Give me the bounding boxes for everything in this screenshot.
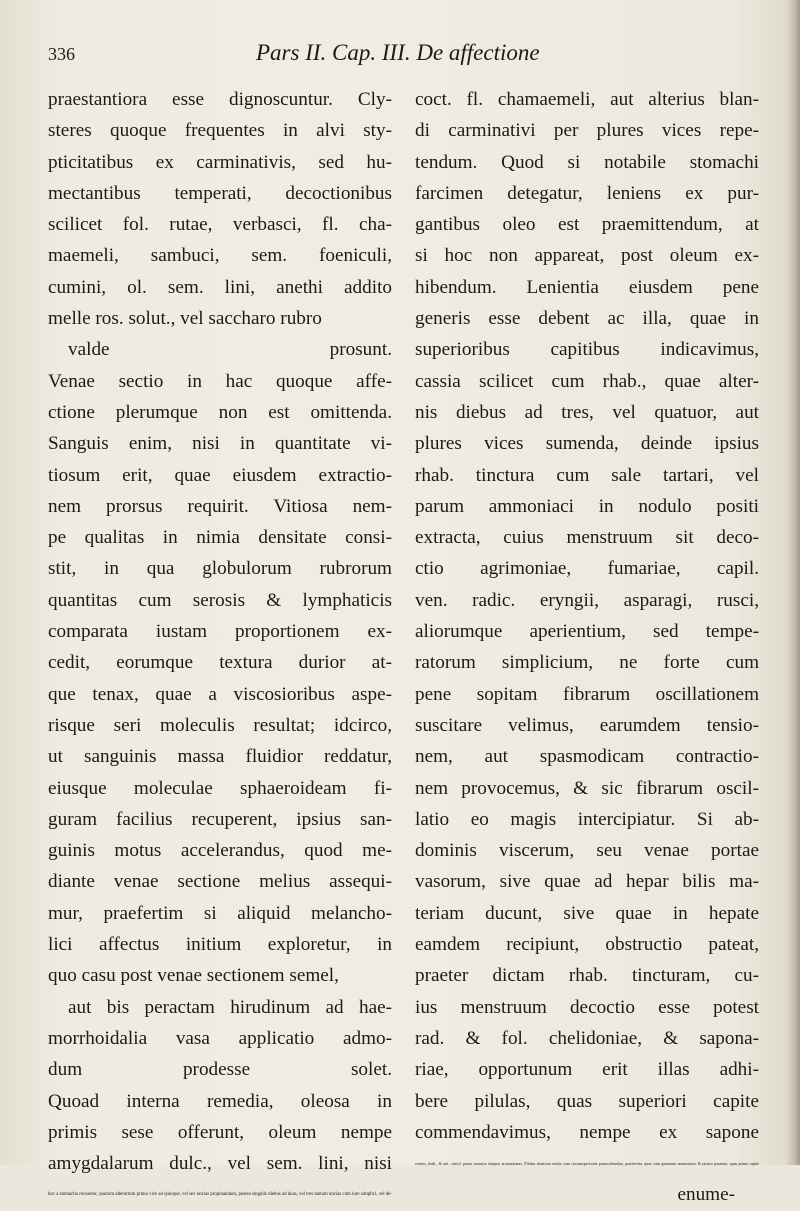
text-line: vasorum, sive quae ad hepar bilis ma- — [415, 871, 759, 893]
text-line: diante venae sectione melius assequi- — [48, 871, 392, 893]
text-line: commendavimus, nempe ex sapone — [415, 1121, 759, 1143]
text-line: guinis motus accelerandus, quod me- — [48, 840, 392, 862]
text-line: generis esse debent ac illa, quae in — [415, 308, 759, 330]
text-line: cassia scilicet cum rhab., quae alter- — [415, 370, 759, 392]
text-line: latio eo magis intercipiatur. Si ab- — [415, 808, 759, 830]
text-line: ut sanguinis massa fluidior reddatur, — [48, 746, 392, 768]
text-line: Sanguis enim, nisi in quantitate vi- — [48, 433, 392, 455]
text-line: praeter dictam rhab. tincturam, cu- — [415, 965, 759, 987]
text-line: ven. radic. eryngii, asparagi, rusci, — [415, 589, 759, 611]
right-column — [415, 84, 759, 1211]
text-line: Venae sectio in hac quoque affe- — [48, 370, 392, 392]
text-line: hoc a stomacho recusetur, quorum alterutrum prima vice ad quinque, vel sex uncias propinandum, postea singulis diebus ad duas, vel tres tantum uncias cum iure simplici, vel de- — [48, 1192, 392, 1198]
text-line: suscitare velimus, earumdem tensio- — [415, 714, 759, 736]
text-line: extracta, cuius menstruum sit deco- — [415, 527, 759, 549]
text-line: riae, opportunum erit illas adhi- — [415, 1059, 759, 1081]
page-number: 336 — [48, 44, 75, 64]
text-line: maemeli, sambuci, sem. foeniculi, — [48, 245, 392, 267]
text-line: morrhoidalia vasa applicatio admo- — [48, 1027, 392, 1049]
text-line: nem provocemus, & sic fibrarum oscil- — [415, 777, 759, 799]
text-line: que tenax, quae a viscosioribus aspe- — [48, 683, 392, 705]
text-line: coct. fl. chamaemeli, aut alterius blan- — [415, 89, 759, 110]
text-line: primis sese offerunt, oleum nempe — [48, 1121, 392, 1143]
text-line: amygdalarum dulc., vel sem. lini, nisi — [48, 1153, 392, 1175]
text-line: nem, aut spasmodicam contractio- — [415, 746, 759, 768]
text-line: nem prorsus requirit. Vitiosa nem- — [48, 495, 392, 517]
text-line: scilicet fol. rutae, verbasci, fl. cha- — [48, 214, 392, 236]
text-line: veneto, rhab., & tart. vitriol. pauca essentia iuniperi aromatizatas. Pilulae aloeticae multa cum circumspectione praescribendae, praefertim, quae cum gummate ammoniaco & tartaro parantur, quas primo capite — [415, 1161, 759, 1167]
text-line: teriam ducunt, sive quae in hepate — [415, 902, 759, 924]
text-line: gantibus oleo est praemittendum, at — [415, 214, 759, 236]
text-line: tendum. Quod si notabile stomachi — [415, 151, 759, 173]
running-title: Pars II. Cap. III. De affectione — [256, 40, 540, 65]
text-line: mectantibus temperati, decoctionibus — [48, 182, 392, 204]
text-line: dum prodesse solet. — [48, 1059, 392, 1081]
text-line: di carminativi per plures vices repe- — [415, 120, 759, 142]
text-line: rhab. tinctura cum sale tartari, vel — [415, 464, 759, 486]
text-line: risque seri moleculis resultat; idcirco, — [48, 714, 392, 736]
text-line: farcimen detegatur, leniens ex pur- — [415, 182, 759, 204]
left-column — [48, 84, 392, 1211]
text-line: ctio agrimoniae, fumariae, capil. — [415, 558, 759, 580]
text-line: mur, praefertim si aliquid melancho- — [48, 902, 392, 924]
text-line: ius menstruum decoctio esse potest — [415, 996, 759, 1018]
text-line: plures vices sumenda, deinde ipsius — [415, 433, 759, 455]
text-line: bere pilulas, quas superiori capite — [415, 1090, 759, 1112]
text-line: quantitas cum serosis & lymphaticis — [48, 589, 392, 611]
text-line: eamdem recipiunt, obstructio pateat, — [415, 934, 759, 956]
text-line: aliorumque aperientium, sed tempe- — [415, 621, 759, 643]
text-line: valde prosunt. — [68, 339, 392, 361]
text-line: comparata iustam proportionem ex- — [48, 621, 392, 643]
text-line: steres quoque frequentes in alvi sty- — [48, 120, 392, 142]
text-line: superioribus capitibus indicavimus, — [415, 339, 759, 361]
catchword: enume- — [677, 1184, 735, 1206]
text-line: ctione plerumque non est omittenda. — [48, 401, 392, 423]
text-line: melle ros. solut., vel saccharo rubro — [48, 308, 322, 330]
text-line: praestantiora esse dignoscuntur. Cly- — [48, 89, 392, 110]
text-line: cumini, ol. sem. lini, anethi addito — [48, 276, 392, 298]
text-line: hibendum. Lenientia eiusdem pene — [415, 276, 759, 298]
text-line: quo casu post venae sectionem semel, — [48, 965, 339, 987]
page-header — [48, 40, 768, 70]
text-line: lici affectus initium exploretur, in — [48, 934, 392, 956]
text-line: eiusque moleculae sphaeroideam fi- — [48, 777, 392, 799]
text-line: pticitatibus ex carminativis, sed hu- — [48, 151, 392, 173]
text-line: parum ammoniaci in nodulo positi — [415, 495, 759, 517]
text-line: aut bis peractam hirudinum ad hae- — [68, 996, 392, 1018]
text-line: dominis viscerum, seu venae portae — [415, 840, 759, 862]
text-line: guram facilius recuperent, ipsius san- — [48, 808, 392, 830]
text-line: cedit, eorumque textura durior at- — [48, 652, 392, 674]
text-line: nis diebus ad tres, vel quatuor, aut — [415, 401, 759, 423]
text-line: si hoc non appareat, post oleum ex- — [415, 245, 759, 267]
text-line: pene sopitam fibrarum oscillationem — [415, 683, 759, 705]
text-line: Quoad interna remedia, oleosa in — [48, 1090, 392, 1112]
text-line: stit, in qua globulorum rubrorum — [48, 558, 392, 580]
text-line: rad. & fol. chelidoniae, & sapona- — [415, 1027, 759, 1049]
text-line: tiosum erit, quae eiusdem extractio- — [48, 464, 392, 486]
text-line: pe qualitas in nimia densitate consi- — [48, 527, 392, 549]
page-edge-shadow — [786, 0, 800, 1165]
text-line: ratorum simplicium, ne forte cum — [415, 652, 759, 674]
